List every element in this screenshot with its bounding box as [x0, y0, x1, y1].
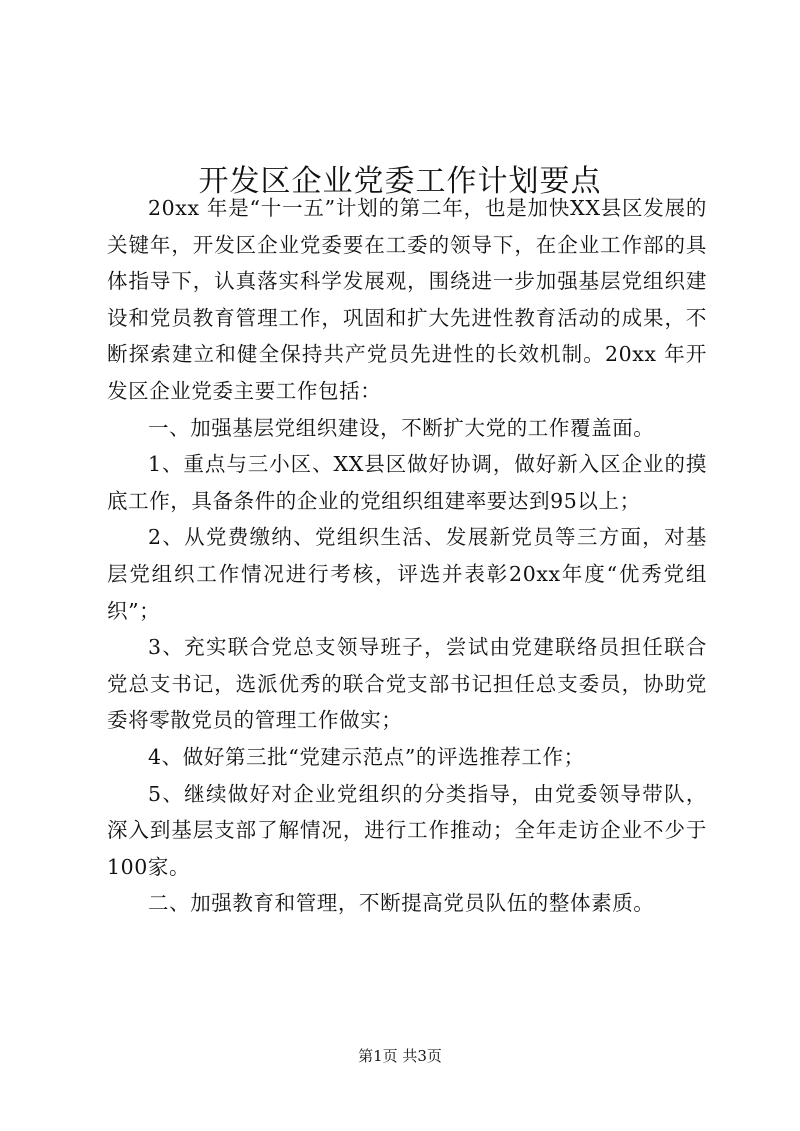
section-heading-1: 一、加强基层党组织建设，不断扩大党的工作覆盖面。	[148, 415, 655, 440]
document-body	[107, 190, 707, 922]
page-number-footer: 第1页 共3页	[358, 1047, 442, 1065]
paragraph-intro: 20xx 年是“十一五”计划的第二年，也是加快XX县区发展的关键年，开发区企业党委要在工委的领导下，在企业工作部的具体指导下，认真落实科学发展观，围绕进一步加强基层党组织建设和党员教育管理工作，巩固和扩大先进性教育活动的成果，不断探索建立和健全保持共产党员先进性的长效机制。20xx 年开发区企业党委主要工作包括：	[107, 196, 707, 403]
list-item-5: 5、继续做好对企业党组织的分类指导，由党委领导带队，深入到基层支部了解情况，进行工作推动；全年走访企业不少于100家。	[107, 781, 707, 879]
document-title: 开发区企业党委工作计划要点	[198, 164, 602, 200]
list-item-3: 3、充实联合党总支领导班子，尝试由党建联络员担任联合党总支书记，选派优秀的联合党支部书记担任总支委员，协助党委将零散党员的管理工作做实；	[107, 635, 707, 733]
list-item-2: 2、从党费缴纳、党组织生活、发展新党员等三方面，对基层党组织工作情况进行考核，评选并表彰20xx年度“优秀党组织”；	[107, 525, 707, 623]
section-heading-2: 二、加强教育和管理，不断提高党员队伍的整体素质。	[148, 891, 655, 916]
list-item-1: 1、重点与三小区、XX县区做好协调，做好新入区企业的摸底工作，具备条件的企业的党组织组建率要达到95以上；	[107, 452, 707, 513]
list-item-4: 4、做好第三批“党建示范点”的评选推荐工作；	[148, 744, 585, 769]
